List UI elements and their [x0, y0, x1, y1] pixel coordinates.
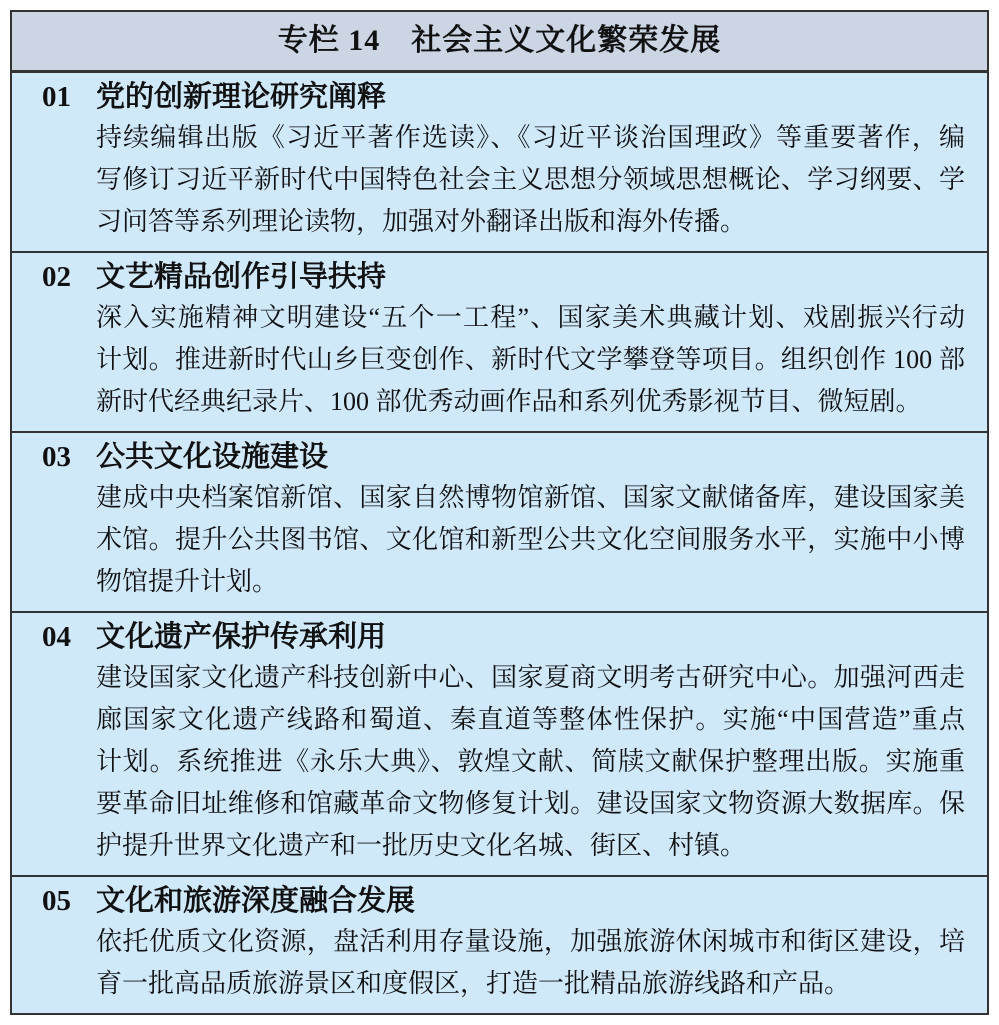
body-line: 新时代经典纪录片、100 部优秀动画作品和系列优秀影视节目、微短剧。	[96, 387, 922, 416]
body-line: 持续编辑出版《习近平著作选读》、《习近平谈治国理政》等重要著作，编	[96, 123, 965, 152]
body-line: 计划。推进新时代山乡巨变创作、新时代文学攀登等项目。组织创作 100 部	[96, 345, 965, 374]
section-heading: 党的创新理论研究阐释	[96, 81, 387, 113]
body-line: 廊国家文化遗产线路和蜀道、秦直道等整体性保护。实施“中国营造”重点	[96, 705, 965, 734]
body-line: 要革命旧址维修和馆藏革命文物修复计划。建设国家文物资源大数据库。保	[96, 789, 965, 818]
section-body	[96, 921, 965, 1005]
section-body	[96, 297, 965, 423]
body-line: 写修订习近平新时代中国特色社会主义思想分领域思想概论、学习纲要、学	[96, 165, 965, 194]
section-number: 02	[42, 261, 71, 293]
body-line: 育一批高品质旅游景区和度假区，打造一批精品旅游线路和产品。	[96, 969, 851, 998]
body-line: 深入实施精神文明建设“五个一工程”、国家美术典藏计划、戏剧振兴行动	[96, 303, 965, 332]
section-number: 01	[42, 81, 71, 113]
body-line: 计划。系统推进《永乐大典》、敦煌文献、简牍文献保护整理出版。实施重	[96, 747, 965, 776]
section-heading-row	[12, 617, 987, 657]
body-line: 护提升世界文化遗产和一批历史文化名城、街区、村镇。	[96, 831, 747, 860]
section-body	[96, 117, 965, 243]
section-05	[12, 875, 987, 1013]
section-heading-row	[12, 257, 987, 297]
section-number: 05	[42, 885, 71, 917]
body-line: 习问答等系列理论读物，加强对外翻译出版和海外传播。	[96, 207, 747, 236]
section-04	[12, 611, 987, 875]
section-01	[12, 73, 987, 251]
body-line: 术馆。提升公共图书馆、文化馆和新型公共文化空间服务水平，实施中小博	[96, 525, 965, 554]
section-heading: 文化遗产保护传承利用	[96, 621, 387, 653]
feature-box	[10, 10, 989, 1015]
section-heading-row	[12, 881, 987, 921]
body-line: 建成中央档案馆新馆、国家自然博物馆新馆、国家文献储备库，建设国家美	[96, 483, 965, 512]
body-line: 依托优质文化资源，盘活利用存量设施，加强旅游休闲城市和街区建设，培	[96, 927, 965, 956]
body-line: 建设国家文化遗产科技创新中心、国家夏商文明考古研究中心。加强河西走	[96, 663, 965, 692]
section-heading: 公共文化设施建设	[96, 441, 329, 473]
section-heading-row	[12, 77, 987, 117]
panel-title: 专栏 14 社会主义文化繁荣发展	[12, 12, 987, 73]
section-heading: 文化和旅游深度融合发展	[96, 885, 416, 917]
section-heading-row	[12, 437, 987, 477]
section-number: 03	[42, 441, 71, 473]
section-body	[96, 477, 965, 603]
section-number: 04	[42, 621, 71, 653]
section-heading: 文艺精品创作引导扶持	[96, 261, 387, 293]
section-body	[96, 657, 965, 867]
body-line: 物馆提升计划。	[96, 567, 279, 596]
section-03	[12, 431, 987, 611]
section-02	[12, 251, 987, 431]
